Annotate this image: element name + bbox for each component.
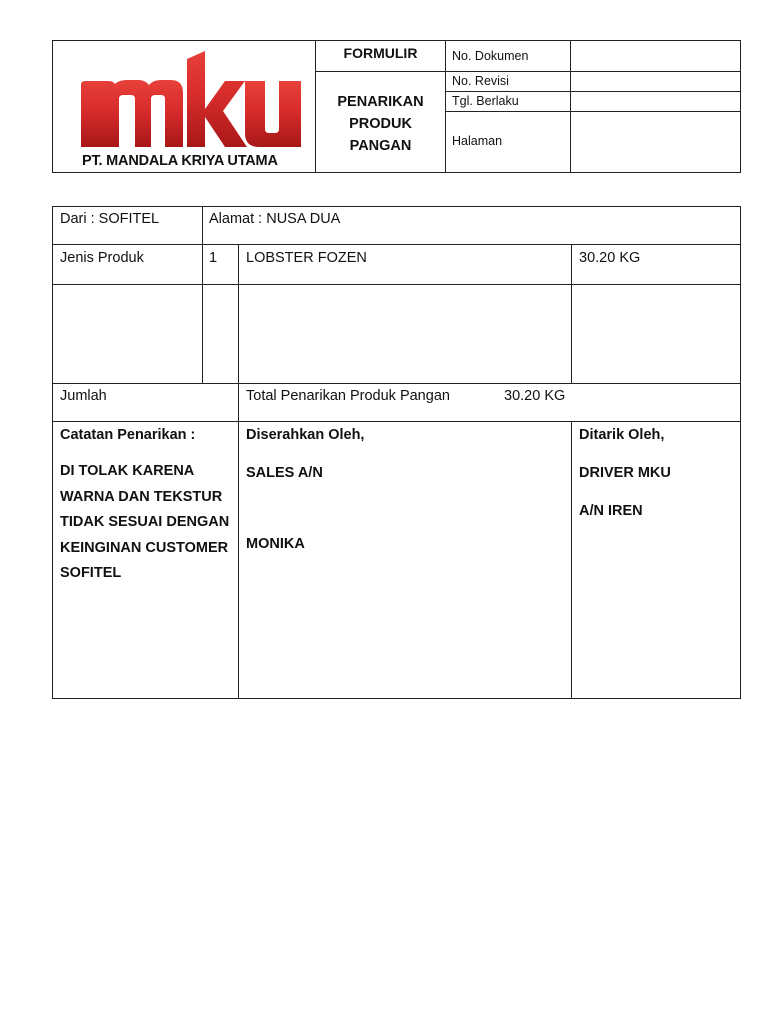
column-divider bbox=[571, 421, 572, 698]
dari-field bbox=[60, 210, 159, 228]
recall-form-table bbox=[52, 206, 741, 699]
diserahkan-role: SALES A/N bbox=[246, 465, 323, 481]
meta-value bbox=[571, 41, 740, 71]
catatan-line: WARNA DAN TEKSTUR bbox=[60, 488, 223, 505]
ditarik-name: A/N IREN bbox=[579, 503, 643, 519]
mku-logo bbox=[79, 47, 303, 151]
meta-row-halaman bbox=[446, 112, 740, 172]
jenis-produk-label: Jenis Produk bbox=[60, 250, 144, 266]
meta-row-tgl-berlaku bbox=[446, 92, 740, 112]
meta-row-no-revisi bbox=[446, 72, 740, 92]
column-divider bbox=[202, 207, 203, 383]
alamat-value: NUSA DUA bbox=[266, 211, 341, 227]
row-divider bbox=[53, 284, 740, 285]
catatan-label: Catatan Penarikan : bbox=[60, 427, 196, 443]
column-divider bbox=[571, 244, 572, 383]
item-name: LOBSTER FOZEN bbox=[246, 250, 367, 266]
document-meta bbox=[446, 41, 740, 172]
document-header bbox=[52, 40, 741, 173]
form-title bbox=[316, 72, 445, 157]
catatan-text bbox=[60, 459, 229, 587]
row-divider bbox=[53, 421, 740, 422]
catatan-line: TIDAK SESUAI DENGAN bbox=[60, 514, 230, 530]
row-divider bbox=[53, 244, 740, 245]
dari-label: Dari : bbox=[60, 211, 99, 227]
alamat-field bbox=[209, 210, 340, 228]
company-logo-cell bbox=[53, 41, 316, 172]
catatan-line: KEINGINAN CUSTOMER bbox=[60, 539, 229, 556]
diserahkan-name: MONIKA bbox=[246, 536, 305, 552]
ditarik-label: Ditarik Oleh, bbox=[579, 427, 665, 443]
column-divider bbox=[238, 244, 239, 698]
form-type-label: FORMULIR bbox=[316, 41, 445, 72]
total-label: Total Penarikan Produk Pangan bbox=[246, 388, 450, 404]
meta-value bbox=[571, 92, 740, 111]
diserahkan-label: Diserahkan Oleh, bbox=[246, 427, 365, 443]
jumlah-label: Jumlah bbox=[60, 388, 107, 404]
meta-label: Tgl. Berlaku bbox=[446, 92, 571, 111]
meta-label: No. Revisi bbox=[446, 72, 571, 91]
meta-label: Halaman bbox=[446, 112, 571, 172]
catatan-line: SOFITEL bbox=[60, 565, 122, 581]
meta-label: No. Dokumen bbox=[446, 41, 571, 71]
ditarik-role: DRIVER MKU bbox=[579, 465, 671, 481]
company-name: PT. MANDALA KRIYA UTAMA bbox=[82, 153, 278, 169]
dari-value: SOFITEL bbox=[98, 211, 160, 227]
meta-row-no-dokumen bbox=[446, 41, 740, 72]
catatan-line: DI TOLAK KARENA bbox=[60, 463, 195, 479]
total-value: 30.20 KG bbox=[504, 388, 566, 404]
form-title-line: PRODUK bbox=[349, 116, 412, 132]
meta-value bbox=[571, 72, 740, 91]
form-title-column bbox=[316, 41, 446, 172]
item-number: 1 bbox=[209, 250, 218, 266]
row-divider bbox=[53, 383, 740, 384]
meta-value bbox=[571, 112, 740, 172]
form-title-line: PENARIKAN bbox=[337, 94, 424, 110]
alamat-label: Alamat : bbox=[209, 211, 267, 227]
item-quantity: 30.20 KG bbox=[579, 250, 641, 266]
form-title-line: PANGAN bbox=[349, 138, 412, 154]
